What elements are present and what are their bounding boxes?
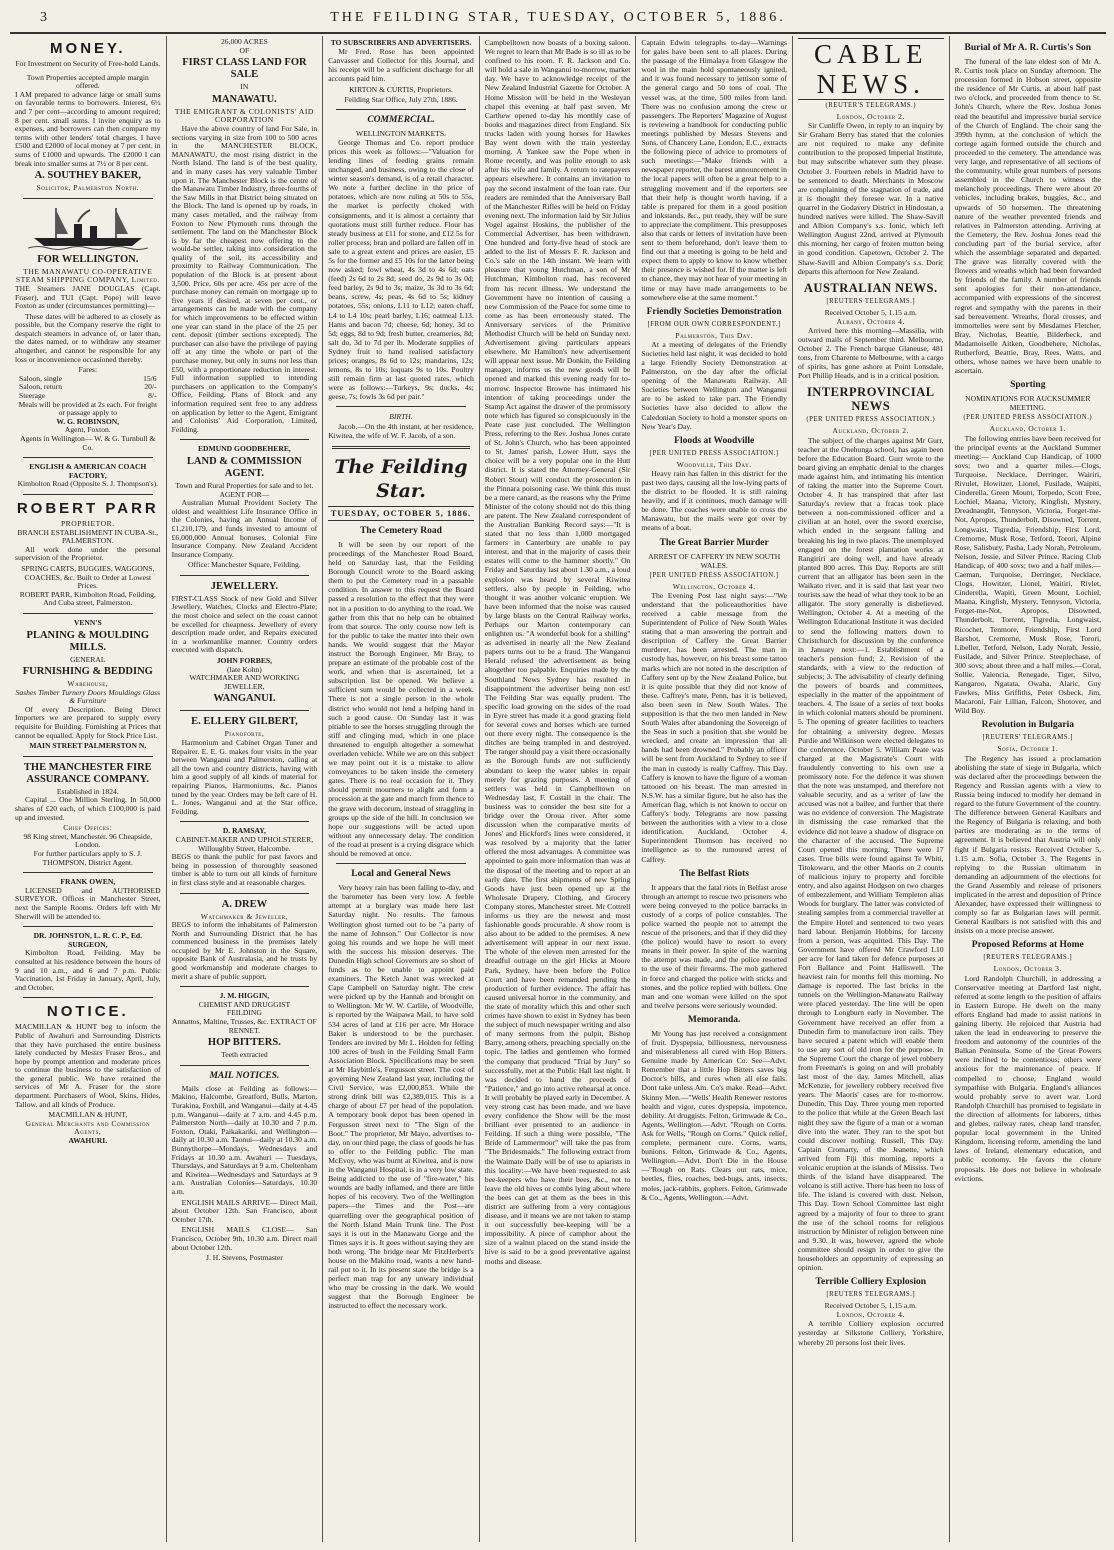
higgin-role: CHEMIST AND DRUGGIST [198,999,291,1009]
subscribers-office: Feilding Star Office, July 27th, 1886. [344,94,458,104]
fire-offices: 98 King street, Manchester. 96 Cheapside, London. [23,831,153,850]
belfast-title: The Belfast Riots [679,868,749,879]
fares-label: Fares: [78,365,98,375]
column-3 [323,36,480,1542]
parr-body: All work done under the personal supervision of the Proprietor. [15,544,161,563]
cable-news-body: Sir Cunliffe Owen, in reply to an inquiry by Sir Graham Berry has stated that the colonies are not required to make any definite contribution to the proposed Imperial Institute, but may subscribe whatever sum they please. October 3. Fourteen rebels in Madrid have to be sentenced to death. Merchants in Moscow are complaining of the stagnation of trade, and it is thought they foresee war. In a native quarrel in the Godavery District in Hindostan, a hundred natives were killed. The Shaw-Savill and Albion Company's s.s. Ionic, which left Wellington August 22nd, arrived at Plymouth this morning, her cargo of frozen mutton being in good condition. Capetown, October 2. The Shaw-Savill and Albion Company's s.s. Doric departs this afternoon for New Zealand. [797,121,944,276]
coach-factory-name: ENGLISH & AMERICAN COACH FACTORY, [29,462,147,480]
venn-items: Sashes Timber Turnery Doors Mouldings Glass & Furniture [15,687,161,706]
interprovincial-date: Auckland, October 2. [832,426,909,436]
forbes-role: WATCHMAKER AND WORKING JEWELLER, [189,673,300,691]
fire-agent: For further particulars apply to S. J. THOMPSON, District Agent. [33,849,142,867]
commercial-title: COMMERCIAL. [367,114,435,125]
fare-row: Saloon, single 15/6 [19,373,157,383]
forbes-name: JOHN FORBES, [216,656,273,666]
money-lead: For Investment on Security of Free-hold Lands. [15,59,161,68]
parr-goods: SPRING CARTS, BUGGIES, WAGGONS, COACHES, &c. Built to Order at Lowest Prices. [21,563,155,591]
land-acres: 26,000 ACRES [220,37,268,46]
higgin-place: FEILDING [226,1008,262,1018]
friendly-societies-source: [FROM OUR OWN CORRESPONDENT.] [647,320,781,328]
goodbehere-body: Town and Rural Properties for sale and to let. [175,480,314,490]
land-body: Have the above country of land For Sale, in sections varying in size from 100 to 500 acres in the MANCHESTER BLOCK, MANAWATU, the most rising district in the North Island. The land is of the best quality, and in many cases has very valuable Timber upon it. The Manchester Block is the centre of the Manawatu Timber Industry, three-fourths of the Saw Mills in that District being situated on the Block. The land is opened up by roads, in many cases metalled, and the railway from Foxton to New Plymouth runs through the settlement. The land on the Manchester Block is by far the cheapest now offering to the would-be settler, taking into consideration the quality of the soil, its accessibility and proximity to Railway Communication. The population of the Block is at present about 3,500. Price, 60s per acre. 45s per acre of the purchase money can remain on mortgage up to five years if desired, at seven per cent., or arrangements can be made with the company for which improvements to be effected within one year can stand in the place of the 25 per cent. deposit (timber sections excepted). The purchaser can also have the privilege of paying off at any time the whole or part of the purchase money, but only in sums not less than £50, with a proportionate reduction in interest. Full information supplied to intending purchasers on application to the Company's Office, Feilding. Plans of Block and any information required sent free to any address on application by letter to the Agent, Emigrant and Colonists' Aid Corporation, Limited, Feilding. [171,123,318,434]
friendly-societies-body: At a meeting of delegates of the Friendly Societies held last night, it was decided to hold a large Friendly Society Demonstration at Palmerston, on the day after the official opening of the Manawatu Railway. All Societies between Wellington and Wanganui are to be asked to take part. The Friendly Societies have also decided to allow the Caledonian Society to hold a monster sports on New Year's Day. [641,339,787,431]
forbes-place: WANGANUI. [213,693,276,705]
australian-news-date: Albany, October 4. [836,316,905,326]
parr-sign: ROBERT PARR, Kimbolton Road, Feilding, And Cuba street, Palmerston. [19,589,156,608]
dateline: TUESDAY, OCTOBER 5, 1886. [328,506,474,521]
goodbehere-name: EDMUND GOODBEHERE, [197,444,291,454]
column-4 [480,36,637,1542]
notice-role: General Merchants and Commission Agents, [25,1118,151,1137]
land-of: OF [239,45,250,55]
subscribers-body: Mr Fred. Rose has been appointed Canvasser and Collector for this Journal, and his receipt will be a sufficient discharge for all accounts paid him. [328,47,474,84]
cable-news-date: London, October 2. [836,112,905,121]
barrier-murder-source: [PER UNITED PRESS ASSOCIATION.] [649,571,779,579]
colliery-body: A terrible Colliery explosion occurred yesterday at Silkstone Colliery, Yorkshire, whereby 20 persons lost their lives. [797,1319,944,1347]
mail-english-close: ENGLISH MAILS CLOSE— San Francisco, October 9th, 10.30 a.m. Direct mail about October 12th. [171,1225,318,1252]
fire-company: THE MANCHESTER FIRE ASSURANCE COMPANY. [23,761,152,785]
higgin-teeth: Teeth extracted [221,1050,268,1060]
australian-news-body: Arrived here this morning—Massilia, with outward mails of September third. Melbourne, October 2. The French barque Glaneuse, 481 tons, from Charente to Melbourne, with a cargo of spirits, has gone ashore at Point Lonsdale, Port Phillip Heads, and is in a critical position. [797,325,944,381]
venn-name: VENN'S [73,617,102,627]
fares-note: Meals will be provided at 2s each. For freight or passage apply to [18,399,158,418]
column-2 [167,36,324,1542]
reforms-body: Lord Randolph Churchill, in addressing a Conservative meeting at Dartford last night, referred at some length to the position of affairs in Eastern Europe. He dwelt on the many efforts England had made to assist nations in gaining liberty. He rejoiced that Austria had taken the lead in endeavoring to preserve the freedom and autonomy of the countries of the Balkan Peninsula. Some of the Great Powers were inclined to be contentious; others were anxious for the maintenance of peace. If compelled to choose, England would sympathise with Bulgaria. England's alliances would probably serve to avert war. Lord Randolph Churchill has promised to legislate in the direction of allotments for laborers, tithes and glebes, railway rates, cheap land transfer, popular local government in the United Kingdom, licensing reform, amending the land laws of Ireland, elementary education, and public economy. He favors the cloture proposals. He does not believe in wholesale evictions. [954,973,1101,1183]
sporting-source: (PER UNITED PRESS ASSOCIATION.) [963,414,1093,422]
ship-body: THE Steamers JANE DOUGLAS (Capt. Fraser), and TUI (Capt. Pope) will leave Foxton as under (circumstances permitting)— [15,283,161,311]
doctor-body: Kimbolton Road, Feilding. May be consulted at his residence between the hours of 9 and 10 a.m., and 6 and 7 p.m. Public Vaccination, 1st Friday in January, April, July, and October. [15,948,161,992]
friendly-societies-date: Palmerston, This Day. [675,330,753,340]
floods-date: Woodville, This Day. [676,459,752,469]
fire-offices-head: Chief Offices: [63,823,113,833]
cable-news-title: CABLE NEWS. [798,38,944,100]
fare-row: Saloon, return 20/- [19,382,157,392]
goodbehere-agent: AGENT FOR— [219,489,270,499]
parr-role: PROPRIETOR. [60,518,115,528]
ship-heading: FOR WELLINGTON. [37,253,139,265]
barrier-murder-subtitle: ARREST OF CAFFERY IN NEW SOUTH WALES. [648,551,781,570]
column-7 [950,36,1106,1542]
colliery-date: London, October 4. [836,1310,905,1320]
venn-warehouse: Warehouse, [67,679,109,689]
mail-sign: J. H. Stevens, Postmaster [206,1253,283,1263]
subscribers-sign: KIRTON & CURTIS, Proprietors. [349,85,453,95]
column-1 [10,36,167,1542]
floods-body: Heavy rain has fallen in this district for the past two days, causing all the low-lying parts of the district to be flooded. It is still raining heavily, and if it continues, much damage will be done. The coaches were unable to cross the Manawatu, but the mails were got over by means of a boat. [641,468,787,533]
notice-sign: MACMILLAN & HUNT, [48,1110,128,1120]
gilbert-name: E. ELLERY GILBERT, [191,716,298,728]
gilbert-body: Harmonium and Cabinet Organ Tuner and Repairer. E. E. G. makes four visits in the year between Wanganui and Palmerston, calling at all the town and country districts, having with him a good supply of all kinds of material for repairing Pianos, Harmoniums, &c. Pianos tuned by the year. Orders may be left care of H. L. Jones, Wanganui and at the Star office, Feilding. [171,738,318,816]
land-place: MANAWATU. [211,93,277,105]
reforms-date: London, October 3. [993,964,1062,974]
interprovincial-title: INTERPROVINCIAL NEWS [806,385,935,414]
burial-body: The funeral of the late eldest son of Mr A. R. Curtis took place on Sunday afternoon. The procession formed in Hobson street, opposite the residence of Mr Curtis, at about half past two o'clock, and proceeded from thence to St. John's Church, where the Rev. Joshua Jones read the beautiful and impressive burial service of the Church of England. The choir sang the 399th hymn, at the conclusion of which the cortege again formed outside the church and proceeded to the cemetery. The attendance was very large, and representative of all sections of the community, while great numbers of persons assembled in the Church to witness the melancholy proceedings. There were about 20 vehicles, including brakes, buggies, &c., and upwards of 50 horsemen. The threatening nature of the weather prevented friends and relatives in Palmerston attending. Arriving at the Cemetery, the Rev. Joshua Jones read the concluding part of the burial service, after which the assemblage separated and departed. The grave was literally covered with the flowers and wreaths which had been forwarded by friends of the family. A number of friends sent apologies for their non-attendance, accompanied with expressions of the sincerest regret and sympathy with the parents in their sad bereavement. Wreaths, floral crosses, and immortelles were sent by Mesdames Fletcher, Bray, Nicholas, Beattie, Bilderbeck, and Madamoiselle Aitken, Goodbehere, Nicholas, Rutherford, Beattie, Bray, Rees, Watts, and others, whose names we have been unable to ascertain. [954,57,1101,376]
land-in: IN [240,82,249,92]
floods-title: Floods at Woodville [674,435,755,446]
ship-agents-wellington: Agents in Wellington— W. & G. Turnbull & Co. [20,434,156,452]
bulgaria-date: Sofia, October 1. [997,744,1059,754]
notice-place: AWAHURI. [68,1136,108,1146]
newspaper-header [10,4,1106,34]
ramsay-body: BEGS to thank the public for past favors and being in possession of thoroughly seasoned timber is able to turn out all kinds of furniture in first class style and at reasonable charges. [171,852,318,887]
australian-news-received: Received October 5, 1.15 a.m. [824,307,917,317]
reforms-source: [REUTERS TELEGRAMS.] [983,954,1073,962]
coach-factory-location: Kimbolton Road (Opposite S. J. Thompson's). [17,479,159,489]
fare-row: Steerage 8/- [19,391,157,401]
floods-source: [PER UNITED PRESS ASSOCIATION.] [649,449,779,457]
colliery-source: [REUTERS TELEGRAMS.] [826,1291,916,1299]
venn-general: GENERAL [70,654,106,664]
bulgaria-title: Revolution in Bulgaria [981,720,1074,731]
ramsay-role: CABINET-MAKER AND UPHOLSTERER, [175,834,314,844]
birth-title: BIRTH. [389,412,413,422]
bulgaria-body: The Regency has issued a proclamation abolishing the state of siege in Bulgaria, which was declared after the proceedings between the Regency and Russian agents with a view to Russia being induced to modify her demand in regard to the future Government of the country. The difference between General Kaulbars and the Regency of Bulgaria is relaxing, and both parties are moderating as to the terms of agreement. It is believed that Austria will only fight if Bulgaria resists. Received October 5, 1.15 a.m. Sofia, October 3. The Regents in replying to the Russian ultimatum in demanding an adjournment of the elections for the Grand Assembly and release of prisoners implicated in the arrest and deposition of Prince Alexander, have expressed their willingness to comply so far as Bulgarian laws will permit. General Kaulbars is not satisfied with this and insists on a more precise answer. [954,753,1101,936]
column-5 [636,36,793,1542]
cable-news-source: (REUTER'S TELEGRAMS.) [825,102,917,109]
higgin-hop: HOP BITTERS. [207,1037,281,1049]
colliery-received: Received October 5, 1.15 a.m. [824,1301,917,1311]
markets-title: WELLINGTON MARKETS. [355,128,447,138]
masthead-title: The Feilding Star. [334,455,468,502]
news-continued: Captain Edwin telegraphs to-day—Warnings for gales have been sent to all places. During the passage of the Himalaya from Glasgow the wool in the main hold spontaneously ignited, and it was found necessary to jettison some of the general cargo and 50 tons of coal. The vessel was, at the time, 500 miles from land. There was no confusion among the crew or passengers. The Reporters' Magazine of August is reviewing a handbook for conducting public meetings published by Messrs Stevens and Sons, of Chancery Lane, London, E.C., extracts the following piece of advice to promoters of such meetings:—"Make friends with a newspaper reporter, the barest announcement in the local papers will often be a great help to a struggling movement and if the reporters see that their help is thought worth having, if a table is prepared for them in a good position and inkstands, &c., put ready, they will be sure to appreciate the compliment. This presupposes also that cards or letters of invitation have been sent to them beforehand, don't leave them to find out that a meeting is going to be held and expect them to apply to know to know whether their presence is wished for. If the matter is left to chance, they may not hear of your meeting in time or may have made arrangements to be somewhere else at the same moment." [641,38,787,302]
venn-body: Of every Description. Being Direct Importers we are prepared to supply every requisite for Building. Furnishing at Prices that cannot be equalled. Apply for Stock Price List. [15,704,161,740]
goodbehere-body2: Australian Mutual Provident Society The oldest and wealthiest Life Insurance Office in the Colonies, having an Annual Income of £1,210,179, and funds invested to amount of £6,000,000 Annual bonuses. Colonial Fire Insurance Company. New Zealand Accident Insurance Company. [171,498,318,559]
goodbehere-title: LAND & COMMISSION AGENT. [186,455,302,479]
mail-title: MAIL NOTICES. [209,1070,280,1081]
goodbehere-office: Office: Manchester Square, Feilding. [188,560,301,570]
cemetery-title: The Cemetery Road [360,525,442,536]
column-6 [793,36,950,1542]
australian-news-title: AUSTRALIAN NEWS. [803,280,938,295]
money-name: A. SOUTHEY BAKER, [34,170,141,182]
local-news-title: Local and General News [351,869,451,880]
venn-title: PLANING & MOULDING MILLS. [26,629,150,653]
barrier-murder-body: The Evening Post last night says:—"We understand that the policeauthorities have received a cable message from the Superintendent of Police of New South Wales stating that a man answering the portrait and description of Caffery the Great Barrier murderer, has been arrested. The man in custody has, however, on his breast some tattoo marks which are not noted in the description of Caffery sent up by the New Zealand Police, but it is quite possible that they did not know of these. Caffrey's mate, Penn, has it is believed, also been seen in New South Wales. The supposition is that the two men landed in New South Wales after abandoning the Sovereign of the Seas in such a position that she would be wrecked, and create an impression that all hands had been drowned." Probably an officer will be sent from Auckland to Sydney to see if the man in custody is really Caffrey. This Day. Caffery is known to have the figure of a woman tattooed on his breast. The man arrested in N.S.W. has a similar figure, but he also has the American flag, which is not known to occur on Caffery's body. Telegrams are now passing between the authorities with a view to a close identification. Auckland, October 4. Superintendent Thomson has received no intelligence as to the rumoured arrest of Caffrey. [641,590,787,864]
notice-body: MACMILLAN & HUNT beg to inform the Public of Awahuri and Surrounding Districts that they have purchased the entire business lately conducted by Messrs Fraser Bros., and hope by prompt attention and moderate prices to continue the business to the satisfaction of the general public. We have retained the services of Mr A. Fraser for the store department. Purchasers of Wool, Skins, Hides, Tallow, and all kinds of Produce. [15,1022,161,1109]
ship-company: THE MANAWATU CO-OPERATIVE STEAM SHIPPING COMPANY, Limited. [15,266,160,285]
ship-agent-role: Agent, Foxton. [64,425,111,435]
venn-furnishing: FURNISHING & BEDDING [22,666,153,678]
barrier-murder-title: The Great Barrier Murder [659,537,769,548]
drew-body: BEGS to inform the inhabitants of Palmerston North and Surrounding District that he has commenced business in the premises lately occupied by Mr E. Johnston in the Square, opposite Bank of Australasia, and he trusts by good workmanship and moderate charges to merit a share of public support. [171,920,318,981]
higgin-name: J. M. HIGGIN, [219,991,270,1001]
steamship-icon [28,204,148,250]
burial-title: Burial of Mr A. R. Curtis's Son [964,43,1092,53]
interprovincial-body: The subject of the charges against Mr Gurr, teacher at the Onehunga school, has again been before the Education Board. Gurr wrote to the board giving an emphatic denial to the charges made against him, and intimating his intention of taking the matter into the Supreme Court. October 4. It has transpired that after last Saturday's review that a fracas took place between a non-commissioned officer and a civilian at an hotel, over the sword exercise, which ended in the sergeant falling and breaking his leg in two places. The unemployed engaged on the forest plantation works at Rangiriri are doing well, and have already planted 800 acres. This Day. Reports are still current that an alligator has been seen in the Waikato river, and it is said that last year two tourists saw the head of what they took to be an alligator. The story generally is disbelieved. Wellington, October 4. At a meeting of the Wellington Educational Institute it was decided to send the following matters down to Christchurch for discussion by the conference in January next:—1. Establishment of a teacher's pension fund; 2. Revision of the standards, with a view to the reduction of subjects; 3. The advisability of clearly defining the powers of boards and committees, especially in the matter of the appointment of teachers. 4. The issue of a series of text books in which colonial matters should be prominent. 5. The opening of greater facilities to teachers for obtaining a university degree. Messrs Purdie and Wilkinson were elected delegates to the conference. October 5. William Peate was charged at the Magistrate's Court with fraudulently converting to his own use a promissory note. For the defence it was shown that the note was unstamped, and therefore not valuable security, and as a writer of law the accused was not a bailee, and further that there was no evidence of conversion. The Magistrate in dismissing the case remarked that the evidence did not leave a shadow of disgrace on the character of the accused. The Supreme Court opened this morning. There were 17 cases. True bills were found against Te Whiti, Titokowaru, and the other Maoris on 2 counts of malicious injury to property and forcible entry, and also against Hodgson on two charges of embezzlement, and William Templeton alias Woods for burglary. The latter was convicted of stealing samples from a commercial traveller at the Empire Hotel and sentenced to two years hard labour. Benjamin Hobbins, for larceny from a person, was acquitted. This Day. The Government have offered Mr Crawford L10 per acre for land taken for defence purposes at Fort Ballance and Point Halliswell. The heaviest rain for months fell this morning. No damage is reported. The last bricks in the tunnels on the Wellington-Manawatu Railway were placed yesterday. The line will be open through to Longburn early in November. The Government have received an offer from a Dunedin firm to manufacture iron rails. They have secured a patent which will enable them to use any sort of old iron for the purpose. In the Supreme Court the charge of jewel robbery from Freeman's is going on and will probably last most of the day. James Mitchell, alias McKenzie, for jewellery robbery received five years. The Maoris' cases are for to-morrow. Dunedin, This Day. Three young men reported to the police that while at the Green Beach last night they saw the figure of a man or a woman dive into the water. They ran to the spot but could discover nothing. Russell, This Day. Captain Cromarty, of the Jeanette, which arrived from Fiji this morning, reports a volcanic eruption at the islands of Mississ. Two thirds of the island have disappeared. The volcano is still active. There has been no loss of life. The island is covered with dust. Nelson, This Day. Town School Committee last night agreed by a majority of four to three to grant the use of the school rooms for religious instruction by Minister of religion between nine and 9.30. It was, however, agreed the whole committee should resign in order to give the householders an opportunity of expressing an opinion. [797,435,944,1273]
barrier-murder-date: Wellington, October 4. [672,581,756,591]
friendly-societies-title: Friendly Societies Demonstration [646,306,782,317]
newspaper-page [10,36,1106,1542]
bulgaria-source: [REUTERS' TELEGRAMS.] [982,734,1074,742]
subscribers-title: TO SUBSCRIBERS AND ADVERTISERS. [330,38,472,47]
ramsay-name: D. RAMSAY, [222,826,266,836]
jewellery-body: FIRST-CLASS Stock of new Gold and Silver Jewellery, Watches, Clocks and Electro-Plate; the most choice and select on the coast cannot be excelled for cheapness. Jewellery of every description made order, and Repairs executed in a workmanlike manner. Country orders executed with dispatch. [171,593,318,655]
australian-news-source: [REUTERS TELEGRAMS.] [826,297,916,305]
money-terms: Town Properties accepted ample margin offered. [26,72,149,91]
land-company: THE EMIGRANT & COLONISTS' AID CORPORATION [174,106,314,125]
sporting-subtitle: NOMINATIONS FOR AUCKSUMMER MEETING. [965,394,1091,413]
venn-address: MAIN STREET PALMERSTON N. [29,741,147,751]
owen-body: LICENSED and AUTHORISED SURVEYOR. Offices in Manchester Street, next the Sample Rooms. Orders left with Mr Sherwill will be attended to. [15,885,161,921]
belfast-body: It appears that the fatal riots in Belfast arose through an attempt to rescue two prisoners who were being conveyed to the police barracks in custody of a corps of police constables. The police warned the people not to attempt the rescue of the prisoners, and that if they did they (the police) would have to resort to every means in their power. In spite of the warning the attempt was made, and the police resorted to the use of their firearms. The mob gathered in force and charged the police with sticks and stones, and the police replied with bullets. One man and one woman were killed on the spot and twelve persons were seriously wounded. [641,882,787,1010]
interprovincial-source: (PER UNITED PRESS ASSOCIATION.) [806,416,936,424]
markets-body: George Thomas and Co. report produce prices this week as follows:—"Valuation for lending lines of feeding grains remain unchanged, and business, owing to the close of winter season's demand, is of a retail character. We note a further decline in the price of potatoes, which are now ruling at 50s to 55s, the market is perfectly choked with consignments, and it is almost a certainty that quotations must still further reduce. Flour has steady business at £11 for stone, and £12 5s for roller process; bran and pollard are fallen off in sale to a great extent and prices are easier, £5 5s for the former and £5 10s for the latter being now asked; fowl wheat, 4s 3d to 4s 6d; oats (feed) 2s 6d to 2s 8d; seed do, 2s 9d to 3s 0d; feed barley, 2s 9d to 3s; maize, 3s 3d to 3s 6d; beans, screw, 4s; peas, 4s 6d to 5s; kidney potatoes, 55s; onions, L11 to L12; eaten chaff, L4 to L4 10s; pearl barley, L16; oatmeal L13. Hams and bacon 7d; cheese, 6d; honey, 3d to 5d; eggs, 8d to 9d; fresh butter, creameries, 8d; salt do, 3d to 7d per lb. Moderate supplies of Sydney fruit to hand realised satisfactory prices; oranges, 8s 6d to 12s; mandarins, 12s; lemons, 8s to 10s; loquats 9s to 10s. Poultry still remain firm at last quoted rates, which were as follows:—Turkeys, 9s; ducks, 4s; geese, 7s; fowls 3s 6d per pair." [328,137,474,402]
sporting-body: The following entries have been received for the principal events at the Auckland Summer meeting:— Auckland Cup Handicap, of 1000 sovs; two and a quarter miles.—Clogs, Turquoise, Necklace, Derringer, Wairiri, Rivulet, Howitzer, Lionel, Fusilade, Waipiti, Cinderella, Green Mount, Torpedo, Scott Free, Lochiel, Maana, Victory, Kingfish, Mystery, Dreadnaught, Tennyson, Victoria, Forget-me-Not, Apropos, Thunderbolt, Disowned, Torrent, Longwaist, Tigredia, Friendship, First Lord, Cremorne, Musk Rose, Tetford, Torori, Alpine Rose, Salisbury, Pasha, Lady Norah, Petroleum, Nelson, Jessie, and Silver Prince. Racing Club Handicap, of 400 sovs; two and a half miles.—Caeman, Turquoise, Derringer, Necklace, Clogs, Howitzer, Lionel, Waitiri, Rivlet, Cinderella, Wapiti, Green Mount, Lochiel, Maana, Kingfish, Mystery, Tennyson, Victoria, Forget-me-Not, Apropos, Disowned, Thunderbolt, Torrent, Tigredia, Longwaist, Ricochet, Tenmore, Friendship, First Lord Barshot, Cremorne, Musk Rose, Torori, Libeller, Tetford, Nelson, Lady Norah, Jessie, Fusilade, and Silver Prince. Steeplechase, of 300 sovs; about three and a half miles.—Coral, Sollie, Valencia, Renegade, Tiger, Silvo, Kangaroo, Ngatata, Owaha, Alaric, Guy Fawkes, Miss Griffiths, Peter Osbeck, Jim, Macaroni, Fair Lillian, Falcon, Shotover, and Wild Boy. [954,433,1101,716]
ramsay-address: Willoughby Street, Halcombe. [198,843,291,853]
owen-name: FRANK OWEN, [60,877,116,887]
sporting-date: Auckland, October 1. [989,424,1066,434]
land-title: FIRST CLASS LAND FOR SALE [182,57,307,81]
money-body: I AM prepared to advance large or small sums on favorable terms to borrowers. Interest, 6½ and 7 per cent—according to amount required; 8 per cent. small sums. I invite enquiry as to expenses, and borrowers can then compare my terms with other lenders' total charges. I have £500 and £2000 of local money at 7 per cent. in sums of £1000 and upwards. The £2000 I can break into smaller sums at 7½ or 8 per cent. [15,89,161,168]
local-news-body: Very heavy rain has been falling to-day, and the barometer has been very low. A feeble attempt at a burglary was made here last Saturday night. No results. The famous Wellington ghost turned out to be "a party of the name of Johnson." Our Collector is now going his rounds and we hope he will meet with the success his mission deserves. The Dunedin High school Governors are so short of funds as to be unable to appoint paid examiners. The Ketch Janet was wrecked at Cape Campbell on Saturday night. The crew were picked up by the Hannah and brought on to Wellington. Mr W. W. Carlile, of Woodville, is reported by the Waipawa Mail, to have sold 534 acres of land at £16 per acre. Mr Horace Baker is understood to be the purchaser. Tenders are invited by Mr L. Holden for felling 100 acres of bush in the Feilding Small Farm Association Block. Specifications may be seen at Mr Haybittle's, Fergusson street. The cost of governing New Zealand last year, including the Civil Service, was £2,000,853. While the strong drink bill was £2,389,015. This is a charge of about £7 per head of the population. A temporary book depot has been opened in Fergusson street next to "The Sign of the Boot." The proprietor, Mr Mayo, advertises to-day, on our third page, the class of goods he has to offer to the Feilding public. The man McEvoy, who was burnt at Kiwitea, and is now in the Wanganui Hospital, is in a very low state. Being addicted to the use of "fire-water," his wounds are badly inflamed, and there are little hopes of his recovery. Two of the Wellington papers—the Times and the Post—are quarrelling over the geographical position of the North Island Main Trunk line. The Post says it is out in the Manawatu Gorge and the Times says it is. It goes without saying they are both wrong. The bridge near Mr FitzHerbert's house on the Makino road, wants a new hand-rail put to it. In its present state the bridge is a perfect man trap for any unwary individual who may be crossing in the dark. We would suggest that the Borough Engineer be instructed to effect the necessary work. [328,883,474,1311]
ship-notice: These dates will be adhered to as closely as possible, but the Company reserve the right to despatch steamers in advance of, or later than, the dates named, or to withdraw any steamer altogether, and cannot be responsible for any loss or inconvenience occasioned thereby. [15,311,161,364]
page-number: 3 [40,10,47,25]
drew-name: A. DREW [221,898,268,910]
forbes-late: (late Kohn) [226,664,262,674]
local-news-continued: Campbelltown now boasts of a boxing saloon. We regret to learn that Mr Bade is so ill as to be confined to his room. F. R. Jackson and Co. will hold a sale in Wanganui to-morrow, market day. We have to acknowledge receipt of the New Zealand Industrial Gazette for October. A Home Mission will be held in the Wesleyan chapel this evening at half past seven. Mr Carthew opened to-day his monthly case of books and magazines direct from England. Six trucks laden with young horses for Hawkes Bay went down with the train yesterday morning. A Yankee saw the Pope when in Rome recently, and was polite enough to ask after his wife and family. A return to ratepayers appears elsewhere. It contains an invitation to pay the second instalment of the loan rate. Our readers are reminded that the Anniversary Ball of the Manchester Rifles will be held on Friday evening next. The information laid by Sir Julius Vogel against Hoskins, the publisher of the Commercial Advertiser, has been withdrawn. One hundred and forty-five head of stock are added to the list of Messrs F. R. Jackson and Co.'s sale on the 14th instant. We learn with pleasure that young Hutchman, a son of Mr Hutchman, Kimbolton road, has recovered from his recent illness. We understand the Government have no intention of causing a new Commission of the Peace for some time to come as has been erroneously stated. The Anniversary services of the Primitive Methodist Church will be held on Sunday next. Advertisement giving particulars appears elsewhere. Mr Hamilton's new advertisement will appear next issue. Mr Donkin, the Feilding manager, informs us the new goods will be opened and marked this evening ready for to-morrow. Inspector Browne has intimated his intention of taking proceedings under the Stamp Act against the drawer of the promissory note which has figured so conspicuously in the Peate case just concluded. The Wellington Press, referring to the Rev. Joshua Jones curate of St. John's Church, who has been appointed to St. James' parish, Lower Hutt, says the choice will be a very popular one in the Hutt district. It is stated the Attorney-General (Sir Robert Stout) will conduct the prosecution in the Pinnara poisoning case. We think this must be a mere canard, as the reasons why the Prime Minister of the colony should not do this thing are patent. The New Zealand correspondent of the Australian Banking Record says:—"It is stated that no less than 1,000 mortgaged farmers in Canterbury are unable to pay interest, and that in the majority of cases their estates will come to the hammer shortly." On Friday and Saturday last about 1.30 a.m., a loud explosion was heard by several Kiwitea settlers, also by people in Feilding, who thought it was another volcanic eruption. We have been informed that the noise was caused by large blasts on the Central Railway works. Perhaps our Marton contemporary can enlighten us. "A wonderful book for a shilling" as advertised in nearly all the New Zealand papers turns out to be a fraud. The Wanganui Herald refused the advertisement as being altogether too palpable. Enquiries made by the Southland News Sydney has resulted in disappointment the advertiser being non est! The Feilding Star was equally prudent. The specific load growing on the sides of the road in Eyre street has made it a good grazing field for several cows and horses which are turned out there every night. The consequence is the ditches are being trampled in and destroyed. The ranger should pay a visit there occasionally as the Borough funds are not sufficiently abundant to keep the water tables in repair merely for grazing purposes. A meeting of settlers was held in Campbelltown on Wednesday last, F. Costall in the chair. The business was to consider the best site for a bridge over the Oroua river. After some discussion when the comparative merits of Jones' and Hickford's lines were considered, it was resolved by a majority that the latter offered the most advantages. A committee was appointed to gain more information than was at the disposal of the meeting and to report at an early date. The first shipments of new Spring Goods have just been opened up at the Wholesale Drapery, Clothing, and Grocery Company stores, Manchester street. Mr Cottrell informs us they are the newest and most fashionable goods procurable. A show room is also about to be added to the premises. A new advertisement will appear in our next issue. The whole of the eleven men arrested for the dreadful outrage on the girl Hicks at Moore Park, Sydney, have been before the Police Court and have been remanded pending the production of further evidence. The affair has caused universal horror in the community, and the state of morality which this and other such crimes have shown to exist in Sydney has been the subject of much newspaper writing and also of many sermons from the pulpit, Bishop Barry, among others, preaching specially on the topic. The ladies and gentlemen who formed the company that produced "Trial by Jury" so successfully, met at the Public Hall last night. It was decided to hand the proceeds of "Patience," and go into active rehearsal at once. It will probably be played early in December. A very strong cast has been made, and we have every confidence the Show will be the most brilliant ever presented to an audience in Feilding. If such a thing were possible, "The Bride of Lammermoor" will take the pas from "The Bridesmaids." The following extract from the Waimate Daily will be of use to apiarists in this locality:—We have been requested to ask bee-keepers who have their bees, &c., not to leave the old hives or combs lying about where the bees can get at them as the bees in this district are suffering from a very contagious disease, and it means we are not taken to stamp it out successfully bee-keeping will be a impossibility. A piece of camphor about the size of a walnut placed on the stand inside the hive is said to be a good preventative against moths and disease. [484,38,631,1266]
reforms-title: Proposed Reforms at Home [971,940,1084,951]
memoranda-title: Memoranda. [687,1014,741,1025]
parr-name: ROBERT PARR [16,499,159,517]
colliery-title: Terrible Colliery Explosion [815,1277,926,1288]
doctor-name: DR. JOHNSTON, L. R. C. P., Ed. SURGEON, [33,931,143,949]
drew-role: Watchmaker & Jeweller, [200,911,288,921]
fire-established: Established in 1824. [56,786,119,796]
parr-branch: BRANCH ESTABLISHMENT IN CUBA-St., PALMERSTON. [17,527,159,546]
money-role: Solicitor, Palmerston North. [36,183,140,193]
money-title: MONEY. [50,40,126,57]
cemetery-body: It will be seen by our report of the proceedings of the Manchester Road Board, held on Saturday last, that the Feilding Borough Council wrote to the Board asking them to put the Cemetery road in a passable condition. In answer to this request the Board passed a resolution to the effect that they were not in a position to do anything to the road. We gather from this that no help can be obtained from that source. The only course now left is for the public to take the matter into their own hands. We would suggest that the Mayor instruct the Borough Engineer, Mr Bray, to prepare an estimate of the probable cost of the work, and when that is ascertained, let a subscription list be opened. We believe a sufficient sum would be collected in a week. There is not a single person in the whole district who would not lend a helping hand in such a good cause. On Sunday last it was pitiable to see the horses struggling through the stiff and clinging mud, which in one place threatened to engulph altogether a somewhat overladen vehicle. While we are on this subject we may point out it is a mistake to allow conveyances to be taken inside the cemetery gates. There is no real occasion for it. They should permit mourners to alight and form a procession at the gate and march from thence to the grave with decorum, instead of straggling in groups up the side of the hill. In conclusion we hope our suggestions will be acted upon without any unnecessary delay. The condition of the road at present is a crying disgrace which should be removed at once. [328,539,474,859]
mail-english-arrive: ENGLISH MAILS ARRIVE— Direct Mail, about October 12th. San Francisco, about October 17th. [171,1197,318,1224]
jewellery-title: JEWELLERY. [210,580,278,592]
fire-body: Capital ... One Million Sterling. In 50,000 shares of £20 each, of which £100,000 is paid up and invested. [15,795,161,822]
notice-title: NOTICE. [46,1003,129,1021]
sporting-title: Sporting [1010,380,1046,391]
mail-body: Mails close at Feilding as follows:— Makino, Halcombe, Greatford, Bulls, Marton, Turakina, Foxhill, and Wanganui—daily at 4.45 p.m. Wanganui—daily at 7 a.m. and 4.45 p.m. Palmerston North—daily at 10.30 and 7 p.m. Foxton, Otaki, Paikakariki, and Wellington—daily at 10.30 a.m. Taonui—daily at 10.30 a.m. Bunnythorpe—Mondays, Wednesdays and Fridays at 10.30 a.m. Awahuri — Tuesdays, Thursdays, and Saturdays at 9 a.m. Cheltenham and Kiwitea—Wednesdays and Saturdays at 9 a.m. Australian Colonies—Saturdays, 10.30 a.m. [171,1083,318,1196]
gilbert-role: Pianoforte, [224,729,265,739]
birth-body: Jacob.—On the 4th instant, at her residence, Kiwitea, the wife of W. F. Jacob, of a son. [328,421,474,440]
memoranda-body: Mr Young has just received a consignment of fruit. Dyspepsia, billiousness, nervousness and miserableness all cured with Hop Bitters. Genuine made by American Co. See—Advt. Remember that a little Hop Bitters saves big Doctor's bills, and cures when all else fails. Dont take unless Am. Co's make. Read—Advt. Skinny Men.—"Wells' Health Renewer restores health and vigor, cures dyspepsia, impotence, debility. At druggists. Felton, Grimwade & Co., Agents, Wellington.—Advt. "Rough on Corns. Ask for Wells, "Rough on Corns." Quick relief, complete, permanent cure. Corns, warts, bunions. Felton, Grimwade & Co., Agents, Wellington.—Advt. Don't Die in the House —"Rough on Rats. Clears out rats, mice, beetles, flies, roaches, bed-bugs, ants, insects, moles, jack-rabbits, gophers. Felton, Grimwade & Co., Agents, Wellington.—Advt. [641,1028,787,1202]
header-title: THE FEILDING STAR, TUESDAY, OCTOBER 5, 1886. [330,10,786,25]
ship-agent: W. G. ROBINSON, [56,416,120,426]
higgin-stock: Annattos, Maltine, Trusses, &c. EXTRACT OF RENNET. [171,1017,317,1035]
